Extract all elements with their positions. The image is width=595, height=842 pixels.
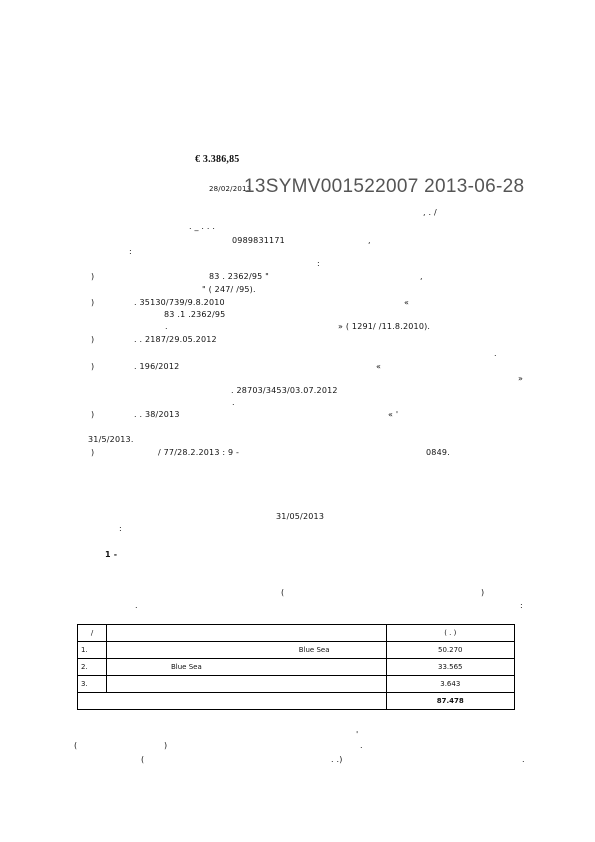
table-cell: 33.565 (386, 659, 514, 676)
table-total-row (78, 693, 515, 710)
text-line: 31/5/2013. (88, 435, 134, 444)
list-marker: ) (91, 448, 95, 457)
text-line: / 77/28.2.2013 : 9 - (158, 448, 240, 457)
amounts-table (77, 624, 515, 710)
text-line: . 28703/3453/03.07.2012 (231, 386, 338, 395)
text-line: : (129, 247, 132, 256)
table-cell: 2. (78, 659, 107, 676)
text-line: : (520, 601, 523, 610)
phone-number: 0989831171 (232, 236, 285, 245)
table-cell: 3. (78, 676, 107, 693)
table-cell: 3.643 (386, 676, 514, 693)
table-header-cell: ( . ) (386, 625, 514, 642)
list-marker: ) (91, 410, 95, 419)
list-marker: ) (91, 298, 95, 307)
section-heading: 1 - (105, 550, 118, 559)
text-line: « (404, 298, 410, 307)
table-cell: 1. (78, 642, 107, 659)
text-line: . (494, 349, 497, 358)
table-header-cell: / (78, 625, 107, 642)
table-row (78, 676, 515, 693)
document-date: 28/02/2013 (209, 185, 252, 193)
text-line: ( (281, 588, 285, 597)
list-marker: ) (91, 335, 95, 344)
text-line: . .) (331, 755, 343, 764)
text-line: » ( 1291/ /11.8.2010). (338, 322, 431, 331)
text-line: . (165, 322, 168, 331)
table-header-row (78, 625, 515, 642)
text-line: , (368, 236, 371, 245)
list-marker: ) (91, 362, 95, 371)
text-line: , . / (423, 208, 437, 217)
table-cell: Blue Sea (106, 642, 386, 659)
text-line: . (360, 741, 363, 750)
text-line: ' (356, 730, 359, 739)
table-cell: 50.270 (386, 642, 514, 659)
text-line: . (232, 398, 235, 407)
text-line: . (522, 755, 525, 764)
table-header-cell (106, 625, 386, 642)
text-line: . 196/2012 (134, 362, 180, 371)
text-line: : (119, 524, 122, 533)
text-line: 0849. (426, 448, 450, 457)
table-cell (106, 676, 386, 693)
text-line: 83 . 2362/95 " (209, 272, 270, 281)
text-line: « ' (388, 410, 399, 419)
text-line: . (135, 601, 138, 610)
text-line: : (317, 259, 320, 268)
text-line: ) (164, 741, 168, 750)
table-total: 87.478 (386, 693, 514, 710)
text-line: . . 2187/29.05.2012 (134, 335, 217, 344)
text-line: " ( 247/ /95). (202, 285, 256, 294)
protocol-stamp: 13SYMV001522007 2013-06-28 (244, 176, 525, 197)
text-line: ( (141, 755, 145, 764)
text-line: . _ . . . (189, 222, 216, 231)
text-line: 83 .1 .2362/95 (164, 310, 226, 319)
list-marker: ) (91, 272, 95, 281)
table-row (78, 642, 515, 659)
table-row (78, 659, 515, 676)
text-line: ( (74, 741, 78, 750)
text-line: . 35130/739/9.8.2010 (134, 298, 225, 307)
table-cell (78, 693, 387, 710)
table-cell: Blue Sea (106, 659, 386, 676)
amount: € 3.386,85 (195, 154, 240, 165)
text-line: » (518, 374, 524, 383)
text-line: . . 38/2013 (134, 410, 180, 419)
decision-date: 31/05/2013 (276, 512, 325, 521)
text-line: « (376, 362, 382, 371)
text-line: ) (481, 588, 485, 597)
text-line: , (420, 272, 423, 281)
